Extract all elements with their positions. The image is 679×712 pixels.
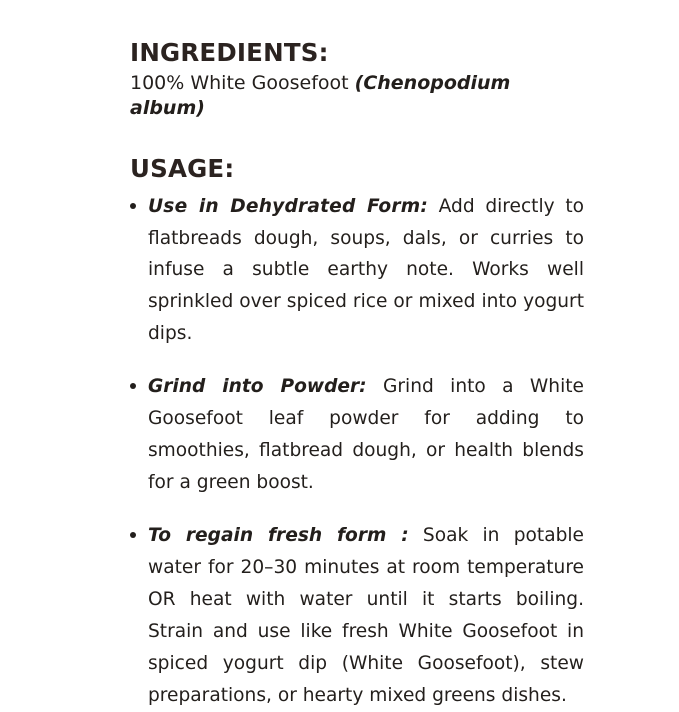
ingredients-latin-name: (Chenopodium album) (130, 71, 511, 120)
usage-list (130, 191, 584, 712)
list-item (130, 191, 584, 351)
usage-item-lead: Use in Dehydrated Form: (148, 195, 428, 217)
list-item (130, 520, 584, 712)
ingredients-heading: INGREDIENTS: (130, 38, 329, 67)
usage-heading: USAGE: (130, 153, 235, 183)
usage-item-body: Soak in potable water for 20–30 minutes at room temperature OR heat with water until it starts boiling. Strain and use like fresh White Goosefoot in spiced yogurt dip (White Goosefoot), stew preparations, or hearty mixed greens dishes. (148, 525, 584, 707)
ingredients-value: 100% White Goosefoot (130, 71, 355, 94)
usage-item-lead: To regain fresh form : (148, 525, 409, 547)
usage-item-body: Add directly to flatbreads dough, soups, dals, or curries to infuse a subtle earthy note. Works well sprinkled over spiced rice or mixed into yogurt dips. (148, 195, 584, 345)
ingredients-text (130, 71, 584, 122)
list-item (130, 371, 584, 499)
usage-item-body: Grind into a White Goosefoot leaf powder for adding to smoothies, flatbread dough, or health blends for a green boost. (148, 376, 584, 494)
usage-item-lead: Grind into Powder: (148, 376, 367, 398)
